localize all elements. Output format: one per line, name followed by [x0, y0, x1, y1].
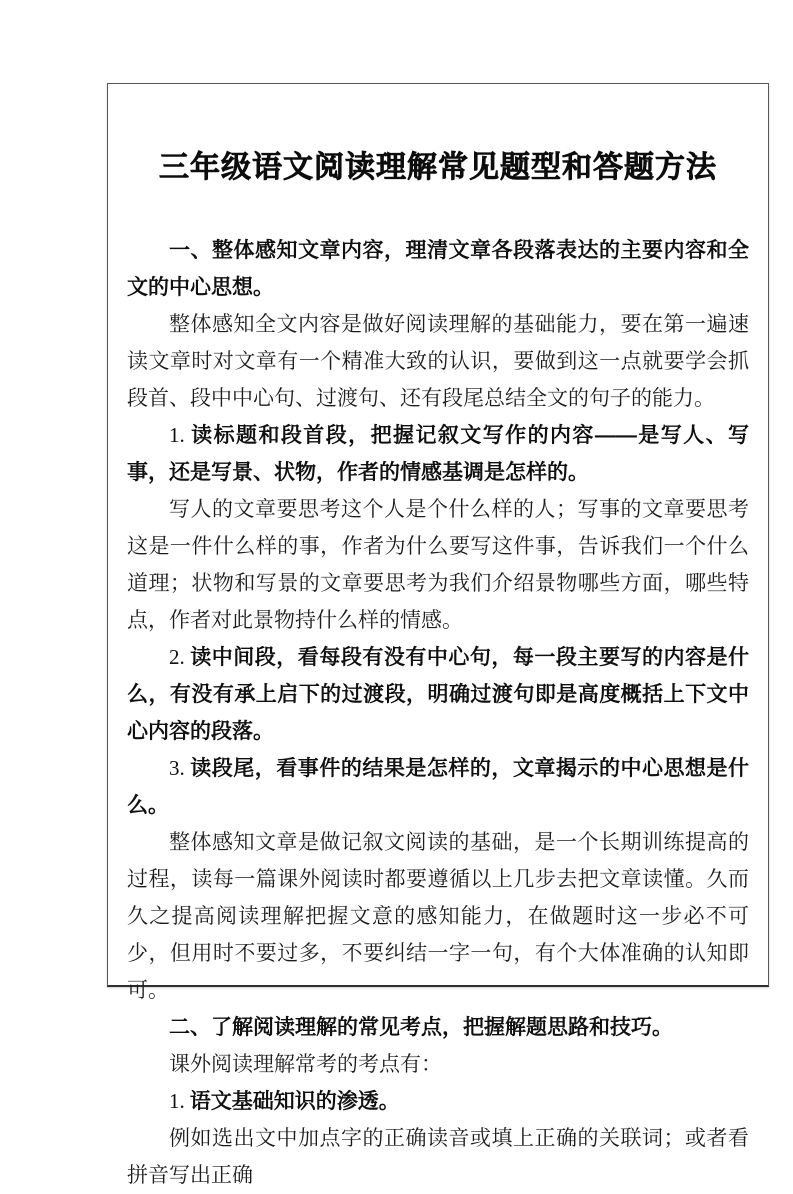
paragraph-text: 读中间段，看每段有没有中心句，每一段主要写的内容是什么，有没有承上启下的过渡段，明确过渡句即是高度概括上下文中心内容的段落。	[127, 646, 749, 743]
paragraph-text: 语文基础知识的渗透。	[189, 1090, 400, 1113]
paragraph	[127, 491, 749, 639]
document-body	[127, 232, 749, 1194]
paragraph-text: 整体感知全文内容是做好阅读理解的基础能力，要在第一遍速读文章时对文章有一个精准大致的认识，要做到这一点就要学会抓段首、段中中心句、过渡句、还有段尾总结全文的句子的能力。	[127, 312, 749, 410]
paragraph-text: 一、整体感知文章内容，理清文章各段落表达的主要内容和全文的中心思想。	[127, 239, 749, 299]
paragraph-point-2	[127, 639, 749, 750]
paragraph-point-1	[127, 417, 749, 491]
paragraph-text: 读标题和段首段，把握记叙文写作的内容——是写人、写事，还是写景、状物，作者的情感基调是怎样的。	[127, 424, 749, 484]
paragraph-number: 1.	[169, 1089, 185, 1113]
paragraph-exam-point-1	[127, 1083, 749, 1120]
paragraph-text: 例如选出文中加点字的正确读音或填上正确的关联词；或者看拼音写出正确	[127, 1126, 749, 1187]
page-title: 三年级语文阅读理解常见题型和答题方法	[159, 151, 717, 184]
paragraph	[127, 306, 749, 417]
paragraph-point-3	[127, 750, 749, 824]
paragraph-number: 1.	[169, 423, 185, 447]
paragraph	[127, 824, 749, 1009]
paragraph	[127, 1046, 749, 1083]
paragraph-section-2-heading	[127, 1009, 749, 1046]
paragraph-text: 写人的文章要思考这个人是个什么样的人；写事的文章要思考这是一件什么样的事，作者为什么要写这件事，告诉我们一个什么道理；状物和写景的文章要思考为我们介绍景物哪些方面，哪些特点，作者对此景物持什么样的情感。	[127, 497, 749, 632]
paragraph-text: 二、了解阅读理解的常见考点，把握解题思路和技巧。	[169, 1016, 673, 1039]
document-page	[107, 83, 769, 1187]
paragraph-text: 课外阅读理解常考的考点有：	[169, 1052, 442, 1076]
paragraph-number: 3.	[169, 756, 185, 780]
paragraph-section-1-heading	[127, 232, 749, 306]
paragraph-number: 2.	[169, 645, 185, 669]
paragraph-text: 读段尾，看事件的结果是怎样的，文章揭示的中心思想是什么。	[127, 757, 749, 817]
paragraph-text: 整体感知文章是做记叙文阅读的基础，是一个长期训练提高的过程，读每一篇课外阅读时都要遵循以上几步去把文章读懂。久而久之提高阅读理解把握文意的感知能力，在做题时这一步必不可少，但用时不要过多，不要纠结一字一句，有个大体准确的认知即可。	[127, 830, 749, 1002]
paragraph	[127, 1120, 749, 1194]
